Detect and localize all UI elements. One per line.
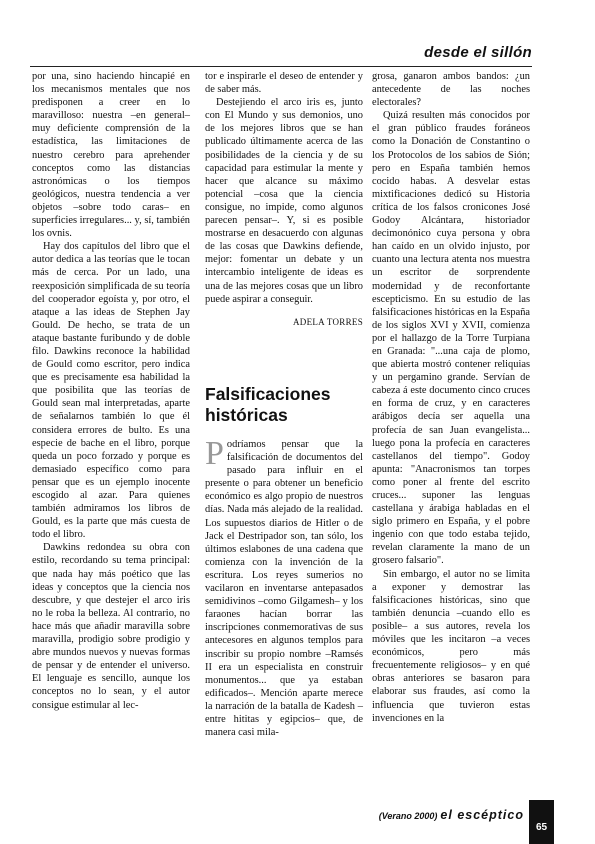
paragraph: por una, sino haciendo hincapié en los mecanismos mentales que nos predisponen a creer en lo maravilloso: nuestra –en general– muy deficiente comprensión de la estadística, las limitaciones de nuestro cerebro para aprehender conceptos como las distancias astronómicas o los tiempos geológicos, nuestra tendencia a ver objetos –sobre todo caras– en superficies irregulares... y, sí, también los ovnis. [32, 71, 190, 240]
paragraph: Quizá resulten más conocidos por el gran público fraudes foráneos como la Donación de Constantino o los Protocolos de los sabios de Sión; pero en España también hemos cocido habas. A desvelar estas mixtificaciones dedicó su Historia crítica de los falsos cronicones José Godoy Alcántara, historiador decimonónico cuya persona y obra han caído en un olvido injusto, por cuanto una lectura atenta nos muestra un escritor de sorprendente modernidad y de reconfortante escepticismo. En su estudio de las falsificaciones históricas en la España de los siglos XVI y XVII, comienza por el hallazgo de la Torre Turpiana en Granada: "...una caja de plomo, que abierta mostró contener reliquias y un pergamino grande. Servían de cabeza á este documento cinco cruces en forma de cruz, y en caracteres arábigos decía ser aquella una profecía de san Juan evangelista... luego pona la profecía en caracteres castellanos del tiempo". Godoy apunta: "Anacronismos tan torpes como poner al frente del escrito cruces... suponer las lenguas castellana y árabiga habladas en el siglo primero en España, y el pobre ingenio con que todo estaba tejido, revelan claramente la mano de un grosero falsario". [372, 110, 530, 567]
magazine-name: el escéptico [440, 808, 524, 822]
paragraph [205, 435, 363, 739]
issue-label: (Verano 2000) [378, 811, 438, 821]
section-header: desde el sillón [424, 44, 532, 61]
footer [334, 808, 524, 823]
paragraph: Dawkins redondea su obra con estilo, recordando su tema principal: que nada hay más poético que las ideas y conceptos que la ciencia nos descubre, y que destejer el arco iris no le roba la belleza. Al contrario, no hace más que añadir maravilla sobre maravilla, prodigio sobre prodigio y abre mundos nuevos y nuevas formas de pensar y de entender el universo. El lenguaje es sencillo, aunque los conceptos no lo sean, y el autor consigue estimular al lec- [32, 542, 190, 711]
paragraph: Hay dos capítulos del libro que el autor dedica a las teorías que le tocan más de cerca. Por un lado, una reexposición simplificada de su teoría del cooperador egoísta y, por otro, el ataque a las ideas de Stephen Jay Gould. De hecho, se trata de un ataque bastante furibundo y de doble filo. Dawkins reconoce la habilidad de Gould como escritor, pero indica que es precisamente esa habilidad la que posibilita que las teorías de Gould sean mal interpretadas, aparte de señalarnos también lo que él considera errores de bulto. Es una especie de bache en el libro, porque queda un poco forzado y porque es demasiado específico como para pensar que es un ejemplo inocente escogido al azar. Para quienes también admiramos los libros de Gould, es la parte que más cuesta de todo el libro. [32, 241, 190, 541]
paragraph: grosa, ganaron ambos bandos: ¿un antecedente de las noches electorales? [372, 71, 530, 109]
paragraph: tor e inspirarle el deseo de entender y de saber más. [205, 71, 363, 96]
column-3 [372, 70, 530, 725]
header-rule [30, 66, 532, 67]
column-2-lower [205, 435, 363, 739]
paragraph: Sin embargo, el autor no se limita a exponer y demostrar las falsificaciones históricas, sino que también denuncia –cuando ello es posible– a sus autores, revela los móviles que les incitaron –a veces económicos, pero más frecuentemente religiosos– y en qué obras anteriores se basaron para elaborar sus fraudes, así como la influencia que tuvieron estas invenciones en la [372, 568, 530, 724]
paragraph: Destejiendo el arco iris es, junto con El Mundo y sus demonios, uno de los mejores libros que se han publicado últimamente acerca de las posibilidades de la ciencia y de su capacidad para estimular la mente y hacer que alcance su máximo potencial –cosa que la ciencia consigue, no impide, como algunos parecen pensar–. Y, si es posible mostrarse en desacuerdo con algunas de las cosas que Dawkins defiende, mejor: fomentar un debate y un intercambio inteligente de ideas es una de las mejores cosas que un libro puede aspirar a conseguir. [205, 97, 363, 305]
drop-cap: P [205, 435, 224, 472]
page-number: 65 [529, 800, 554, 844]
paragraph-text: odríamos pensar que la falsificación de documentos del pasado para influir en el presente o para obtener un beneficio económico es algo propio de nuestros días. Nada más alejado de la realidad. Los supuestos diarios de Hitler o de Jack el Destripador son, tan sólo, los últimos eslabones de una cadena que comienza con la invención de la escritura. Los reyes sumerios no vacilaron en inventarse antepasados semidivinos –como Gilgamesh– y los faraones hacían borrar las inscripciones conmemorativas de sus antecesores en algunos templos para inscribir su propio nombre –Ramsés II era un especialista en construir monumentos... que ya estaban edificados–. Mención aparte merece la narración de la batalla de Kadesh –entre hititas y egipcios– que, de manera casi mila- [205, 439, 363, 739]
author-signature: ADELA TORRES [292, 316, 363, 327]
column-1 [32, 70, 190, 712]
column-2 [205, 70, 363, 329]
section-title: Falsificaciones históricas [205, 384, 331, 425]
